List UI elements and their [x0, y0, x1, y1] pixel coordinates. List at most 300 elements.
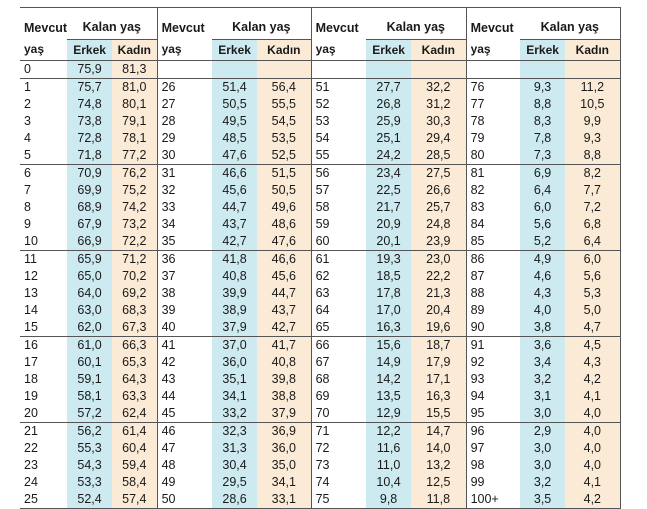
- female-value-cell: 39,8: [257, 371, 311, 388]
- male-value-cell: [212, 61, 257, 79]
- yas-header: yaş: [311, 40, 366, 61]
- female-value-cell: 64,3: [112, 371, 157, 388]
- age-cell: 6: [20, 165, 67, 183]
- male-value-cell: 75,9: [67, 61, 112, 79]
- age-cell: 3: [24, 114, 31, 128]
- age-cell: 22: [24, 441, 38, 455]
- age-cell: 32: [157, 182, 212, 199]
- age-cell: 88: [466, 285, 520, 302]
- age-cell: 33: [157, 199, 212, 216]
- age-cell: 94: [466, 388, 520, 405]
- mevcut-header: Mevcut: [20, 8, 67, 40]
- table-row: [20, 147, 620, 165]
- age-cell: 38: [157, 285, 212, 302]
- age-cell: 13: [24, 286, 38, 300]
- age-cell: 70: [311, 405, 366, 423]
- table-row: [20, 285, 620, 302]
- male-value-cell: 39,9: [212, 285, 257, 302]
- age-cell: 69: [311, 388, 366, 405]
- female-value-cell: 7,7: [565, 182, 620, 199]
- male-value-cell: 12,9: [366, 405, 411, 423]
- kalan-yas-header: Kalan yaş: [67, 8, 157, 40]
- male-value-cell: 16,3: [366, 319, 411, 337]
- male-value-cell: 42,7: [212, 233, 257, 251]
- female-value-cell: 17,9: [411, 354, 466, 371]
- age-cell: 85: [466, 233, 520, 251]
- male-value-cell: 37,0: [212, 337, 257, 355]
- age-cell: 76: [466, 79, 520, 97]
- male-value-cell: 2,9: [520, 423, 565, 441]
- male-value-cell: 14,9: [366, 354, 411, 371]
- age-cell: 20: [24, 406, 38, 420]
- table-row: [20, 199, 620, 216]
- female-value-cell: 66,3: [112, 337, 157, 355]
- table-row: [20, 388, 620, 405]
- female-value-cell: 51,5: [257, 165, 311, 183]
- male-value-cell: 20,9: [366, 216, 411, 233]
- female-value-cell: 14,0: [411, 440, 466, 457]
- male-value-cell: 50,5: [212, 96, 257, 113]
- header-row-top: [20, 8, 620, 40]
- male-value-cell: 10,4: [366, 474, 411, 491]
- female-value-cell: 25,7: [411, 199, 466, 216]
- male-value-cell: 19,3: [366, 251, 411, 269]
- female-value-cell: 29,4: [411, 130, 466, 147]
- male-value-cell: 3,2: [520, 474, 565, 491]
- age-cell: 71: [311, 423, 366, 441]
- female-value-cell: 4,0: [565, 457, 620, 474]
- female-value-cell: 81,0: [112, 79, 157, 97]
- age-cell: 44: [157, 388, 212, 405]
- male-value-cell: 7,3: [520, 147, 565, 165]
- age-cell: 78: [466, 113, 520, 130]
- male-value-cell: 45,6: [212, 182, 257, 199]
- female-value-cell: 7,2: [565, 199, 620, 216]
- female-value-cell: 11,2: [565, 79, 620, 97]
- age-cell: 62: [311, 268, 366, 285]
- male-value-cell: 74,8: [67, 96, 112, 113]
- age-cell: 25: [20, 491, 67, 509]
- female-value-cell: 8,2: [565, 165, 620, 183]
- age-cell: 28: [157, 113, 212, 130]
- male-value-cell: 23,4: [366, 165, 411, 183]
- age-cell: 0: [20, 61, 67, 79]
- age-cell: 4: [24, 131, 31, 145]
- age-cell: [311, 61, 366, 79]
- life-expectancy-table: [20, 7, 621, 509]
- male-value-cell: [520, 61, 565, 79]
- female-value-cell: 74,2: [112, 199, 157, 216]
- yas-header: yaş: [466, 40, 520, 61]
- female-value-cell: 28,5: [411, 147, 466, 165]
- table-row: [20, 61, 620, 79]
- table-row: [20, 337, 620, 355]
- age-cell: 41: [157, 337, 212, 355]
- table-row: [20, 130, 620, 147]
- table-row: [20, 165, 620, 183]
- erkek-header: Erkek: [212, 40, 257, 61]
- male-value-cell: 40,8: [212, 268, 257, 285]
- age-cell: 24: [24, 475, 38, 489]
- age-cell: 56: [311, 165, 366, 183]
- male-value-cell: 28,6: [212, 491, 257, 509]
- age-cell: 100+: [466, 491, 520, 509]
- female-value-cell: 63,3: [112, 388, 157, 405]
- table-row: [20, 79, 620, 97]
- female-value-cell: 15,5: [411, 405, 466, 423]
- female-value-cell: 5,3: [565, 285, 620, 302]
- age-cell: 75: [311, 491, 366, 509]
- female-value-cell: 71,2: [112, 251, 157, 269]
- female-value-cell: 14,7: [411, 423, 466, 441]
- age-cell: 61: [311, 251, 366, 269]
- table-row: [20, 268, 620, 285]
- age-cell: 90: [466, 319, 520, 337]
- female-value-cell: 77,2: [112, 147, 157, 165]
- male-value-cell: 51,4: [212, 79, 257, 97]
- female-value-cell: 31,2: [411, 96, 466, 113]
- age-cell: 42: [157, 354, 212, 371]
- age-cell: 93: [466, 371, 520, 388]
- age-cell: 35: [157, 233, 212, 251]
- male-value-cell: 26,8: [366, 96, 411, 113]
- age-cell: 77: [466, 96, 520, 113]
- female-value-cell: 9,9: [565, 113, 620, 130]
- age-cell: 36: [157, 251, 212, 269]
- male-value-cell: 71,8: [67, 147, 112, 165]
- table-row: [20, 440, 620, 457]
- age-cell: 15: [24, 320, 38, 334]
- age-cell: 68: [311, 371, 366, 388]
- female-value-cell: 47,6: [257, 233, 311, 251]
- age-cell: 52: [311, 96, 366, 113]
- female-value-cell: 76,2: [112, 165, 157, 183]
- female-value-cell: 46,6: [257, 251, 311, 269]
- age-cell: 92: [466, 354, 520, 371]
- female-value-cell: 42,7: [257, 319, 311, 337]
- female-value-cell: 53,5: [257, 130, 311, 147]
- female-value-cell: 79,1: [112, 113, 157, 130]
- female-value-cell: 4,2: [565, 491, 620, 509]
- male-value-cell: 53,3: [67, 474, 112, 491]
- age-cell: 27: [157, 96, 212, 113]
- age-cell: 60: [311, 233, 366, 251]
- male-value-cell: 56,2: [67, 423, 112, 441]
- table-row: [20, 113, 620, 130]
- table-row: [20, 319, 620, 337]
- age-cell: 89: [466, 302, 520, 319]
- male-value-cell: 9,3: [520, 79, 565, 97]
- age-cell: [466, 61, 520, 79]
- erkek-header: Erkek: [520, 40, 565, 61]
- male-value-cell: 27,7: [366, 79, 411, 97]
- male-value-cell: 3,8: [520, 319, 565, 337]
- male-value-cell: 3,0: [520, 440, 565, 457]
- age-cell: 91: [466, 337, 520, 355]
- yas-header: yaş: [24, 42, 45, 57]
- age-cell: 17: [24, 355, 38, 369]
- kadin-header: Kadın: [411, 40, 466, 61]
- age-cell: 9: [24, 217, 31, 231]
- male-value-cell: 44,7: [212, 199, 257, 216]
- age-cell: [157, 61, 212, 79]
- female-value-cell: 21,3: [411, 285, 466, 302]
- table-row: [20, 96, 620, 113]
- female-value-cell: 36,0: [257, 440, 311, 457]
- male-value-cell: 24,2: [366, 147, 411, 165]
- male-value-cell: 43,7: [212, 216, 257, 233]
- female-value-cell: 9,3: [565, 130, 620, 147]
- female-value-cell: 73,2: [112, 216, 157, 233]
- male-value-cell: 37,9: [212, 319, 257, 337]
- age-cell: 8: [24, 200, 31, 214]
- female-value-cell: 16,3: [411, 388, 466, 405]
- male-value-cell: 35,1: [212, 371, 257, 388]
- age-cell: 54: [311, 130, 366, 147]
- female-value-cell: 58,4: [112, 474, 157, 491]
- male-value-cell: 64,0: [67, 285, 112, 302]
- table-row: [20, 354, 620, 371]
- female-value-cell: 4,0: [565, 423, 620, 441]
- male-value-cell: 65,0: [67, 268, 112, 285]
- male-value-cell: 61,0: [67, 337, 112, 355]
- female-value-cell: 4,1: [565, 474, 620, 491]
- female-value-cell: 80,1: [112, 96, 157, 113]
- kadin-header: Kadın: [112, 40, 157, 61]
- female-value-cell: 62,4: [112, 405, 157, 423]
- age-cell: 79: [466, 130, 520, 147]
- female-value-cell: 41,7: [257, 337, 311, 355]
- male-value-cell: 5,6: [520, 216, 565, 233]
- male-value-cell: 22,5: [366, 182, 411, 199]
- age-cell: 11: [20, 251, 67, 269]
- age-cell: 98: [466, 457, 520, 474]
- age-cell: 26: [157, 79, 212, 97]
- female-value-cell: 69,2: [112, 285, 157, 302]
- age-cell: 18: [24, 372, 38, 386]
- female-value-cell: 75,2: [112, 182, 157, 199]
- table-row: [20, 491, 620, 509]
- age-cell: 2: [24, 97, 31, 111]
- male-value-cell: 4,6: [520, 268, 565, 285]
- male-value-cell: 4,0: [520, 302, 565, 319]
- age-cell: 64: [311, 302, 366, 319]
- male-value-cell: 25,1: [366, 130, 411, 147]
- male-value-cell: 75,7: [67, 79, 112, 97]
- female-value-cell: 78,1: [112, 130, 157, 147]
- female-value-cell: 17,1: [411, 371, 466, 388]
- age-cell: 23: [24, 458, 38, 472]
- age-cell: 19: [24, 389, 38, 403]
- age-cell: 43: [157, 371, 212, 388]
- mevcut-header: Mevcut: [466, 8, 520, 40]
- male-value-cell: 6,9: [520, 165, 565, 183]
- male-value-cell: 66,9: [67, 233, 112, 251]
- age-cell: 58: [311, 199, 366, 216]
- female-value-cell: 57,4: [112, 491, 157, 509]
- male-value-cell: 62,0: [67, 319, 112, 337]
- female-value-cell: [411, 61, 466, 79]
- age-cell: 31: [157, 165, 212, 183]
- male-value-cell: 25,9: [366, 113, 411, 130]
- male-value-cell: 54,3: [67, 457, 112, 474]
- table-row: [20, 302, 620, 319]
- male-value-cell: 63,0: [67, 302, 112, 319]
- female-value-cell: 36,9: [257, 423, 311, 441]
- table-row: [20, 251, 620, 269]
- male-value-cell: 34,1: [212, 388, 257, 405]
- female-value-cell: 55,5: [257, 96, 311, 113]
- male-value-cell: 36,0: [212, 354, 257, 371]
- age-cell: 82: [466, 182, 520, 199]
- age-cell: 80: [466, 147, 520, 165]
- female-value-cell: 65,3: [112, 354, 157, 371]
- male-value-cell: 5,2: [520, 233, 565, 251]
- table-row: [20, 405, 620, 423]
- male-value-cell: 67,9: [67, 216, 112, 233]
- age-cell: 87: [466, 268, 520, 285]
- age-cell: 16: [20, 337, 67, 355]
- male-value-cell: 3,1: [520, 388, 565, 405]
- age-cell: 57: [311, 182, 366, 199]
- male-value-cell: 21,7: [366, 199, 411, 216]
- male-value-cell: 32,3: [212, 423, 257, 441]
- female-value-cell: 54,5: [257, 113, 311, 130]
- male-value-cell: 3,0: [520, 457, 565, 474]
- female-value-cell: 10,5: [565, 96, 620, 113]
- female-value-cell: 22,2: [411, 268, 466, 285]
- female-value-cell: 20,4: [411, 302, 466, 319]
- female-value-cell: 40,8: [257, 354, 311, 371]
- table-row: [20, 371, 620, 388]
- male-value-cell: 60,1: [67, 354, 112, 371]
- female-value-cell: 4,0: [565, 405, 620, 423]
- male-value-cell: 69,9: [67, 182, 112, 199]
- male-value-cell: 58,1: [67, 388, 112, 405]
- age-cell: 67: [311, 354, 366, 371]
- female-value-cell: 33,1: [257, 491, 311, 509]
- age-cell: 53: [311, 113, 366, 130]
- male-value-cell: 3,5: [520, 491, 565, 509]
- male-value-cell: 49,5: [212, 113, 257, 130]
- female-value-cell: 8,8: [565, 147, 620, 165]
- age-cell: 55: [311, 147, 366, 165]
- female-value-cell: 67,3: [112, 319, 157, 337]
- female-value-cell: [257, 61, 311, 79]
- age-cell: 74: [311, 474, 366, 491]
- age-cell: 7: [24, 183, 31, 197]
- table-row: [20, 457, 620, 474]
- male-value-cell: 3,0: [520, 405, 565, 423]
- kadin-header: Kadın: [257, 40, 311, 61]
- male-value-cell: 59,1: [67, 371, 112, 388]
- age-cell: 66: [311, 337, 366, 355]
- age-cell: 30: [157, 147, 212, 165]
- age-cell: 81: [466, 165, 520, 183]
- age-cell: 39: [157, 302, 212, 319]
- age-cell: 95: [466, 405, 520, 423]
- male-value-cell: 13,5: [366, 388, 411, 405]
- female-value-cell: 4,7: [565, 319, 620, 337]
- age-cell: 63: [311, 285, 366, 302]
- female-value-cell: 60,4: [112, 440, 157, 457]
- female-value-cell: 50,5: [257, 182, 311, 199]
- male-value-cell: 29,5: [212, 474, 257, 491]
- mevcut-header: Mevcut: [311, 8, 366, 40]
- age-cell: 1: [20, 79, 67, 97]
- male-value-cell: 30,4: [212, 457, 257, 474]
- female-value-cell: 30,3: [411, 113, 466, 130]
- female-value-cell: 35,0: [257, 457, 311, 474]
- male-value-cell: 20,1: [366, 233, 411, 251]
- female-value-cell: 5,6: [565, 268, 620, 285]
- male-value-cell: 11,0: [366, 457, 411, 474]
- female-value-cell: 45,6: [257, 268, 311, 285]
- age-cell: 86: [466, 251, 520, 269]
- female-value-cell: 44,7: [257, 285, 311, 302]
- female-value-cell: 70,2: [112, 268, 157, 285]
- female-value-cell: 4,0: [565, 440, 620, 457]
- male-value-cell: 17,8: [366, 285, 411, 302]
- female-value-cell: 23,9: [411, 233, 466, 251]
- age-cell: 47: [157, 440, 212, 457]
- male-value-cell: 12,2: [366, 423, 411, 441]
- female-value-cell: 19,6: [411, 319, 466, 337]
- female-value-cell: 23,0: [411, 251, 466, 269]
- age-cell: 73: [311, 457, 366, 474]
- male-value-cell: 46,6: [212, 165, 257, 183]
- age-cell: 99: [466, 474, 520, 491]
- age-cell: 29: [157, 130, 212, 147]
- female-value-cell: 11,8: [411, 491, 466, 509]
- kalan-yas-header: Kalan yaş: [520, 8, 620, 40]
- female-value-cell: 4,2: [565, 371, 620, 388]
- male-value-cell: 14,2: [366, 371, 411, 388]
- female-value-cell: 38,8: [257, 388, 311, 405]
- male-value-cell: 17,0: [366, 302, 411, 319]
- age-cell: 84: [466, 216, 520, 233]
- female-value-cell: 61,4: [112, 423, 157, 441]
- female-value-cell: 4,1: [565, 388, 620, 405]
- male-value-cell: 72,8: [67, 130, 112, 147]
- life-expectancy-table-wrapper: [20, 7, 621, 509]
- female-value-cell: 49,6: [257, 199, 311, 216]
- female-value-cell: 37,9: [257, 405, 311, 423]
- age-cell: 10: [24, 234, 38, 248]
- male-value-cell: 6,4: [520, 182, 565, 199]
- female-value-cell: 43,7: [257, 302, 311, 319]
- age-cell: 34: [157, 216, 212, 233]
- female-value-cell: 6,8: [565, 216, 620, 233]
- age-cell: 97: [466, 440, 520, 457]
- male-value-cell: 3,4: [520, 354, 565, 371]
- female-value-cell: 26,6: [411, 182, 466, 199]
- female-value-cell: 24,8: [411, 216, 466, 233]
- male-value-cell: 18,5: [366, 268, 411, 285]
- female-value-cell: 12,5: [411, 474, 466, 491]
- age-cell: 72: [311, 440, 366, 457]
- age-cell: 51: [311, 79, 366, 97]
- age-cell: 49: [157, 474, 212, 491]
- female-value-cell: 32,2: [411, 79, 466, 97]
- male-value-cell: 4,9: [520, 251, 565, 269]
- male-value-cell: 55,3: [67, 440, 112, 457]
- male-value-cell: 70,9: [67, 165, 112, 183]
- table-row: [20, 182, 620, 199]
- male-value-cell: 8,3: [520, 113, 565, 130]
- table-row: [20, 216, 620, 233]
- male-value-cell: 52,4: [67, 491, 112, 509]
